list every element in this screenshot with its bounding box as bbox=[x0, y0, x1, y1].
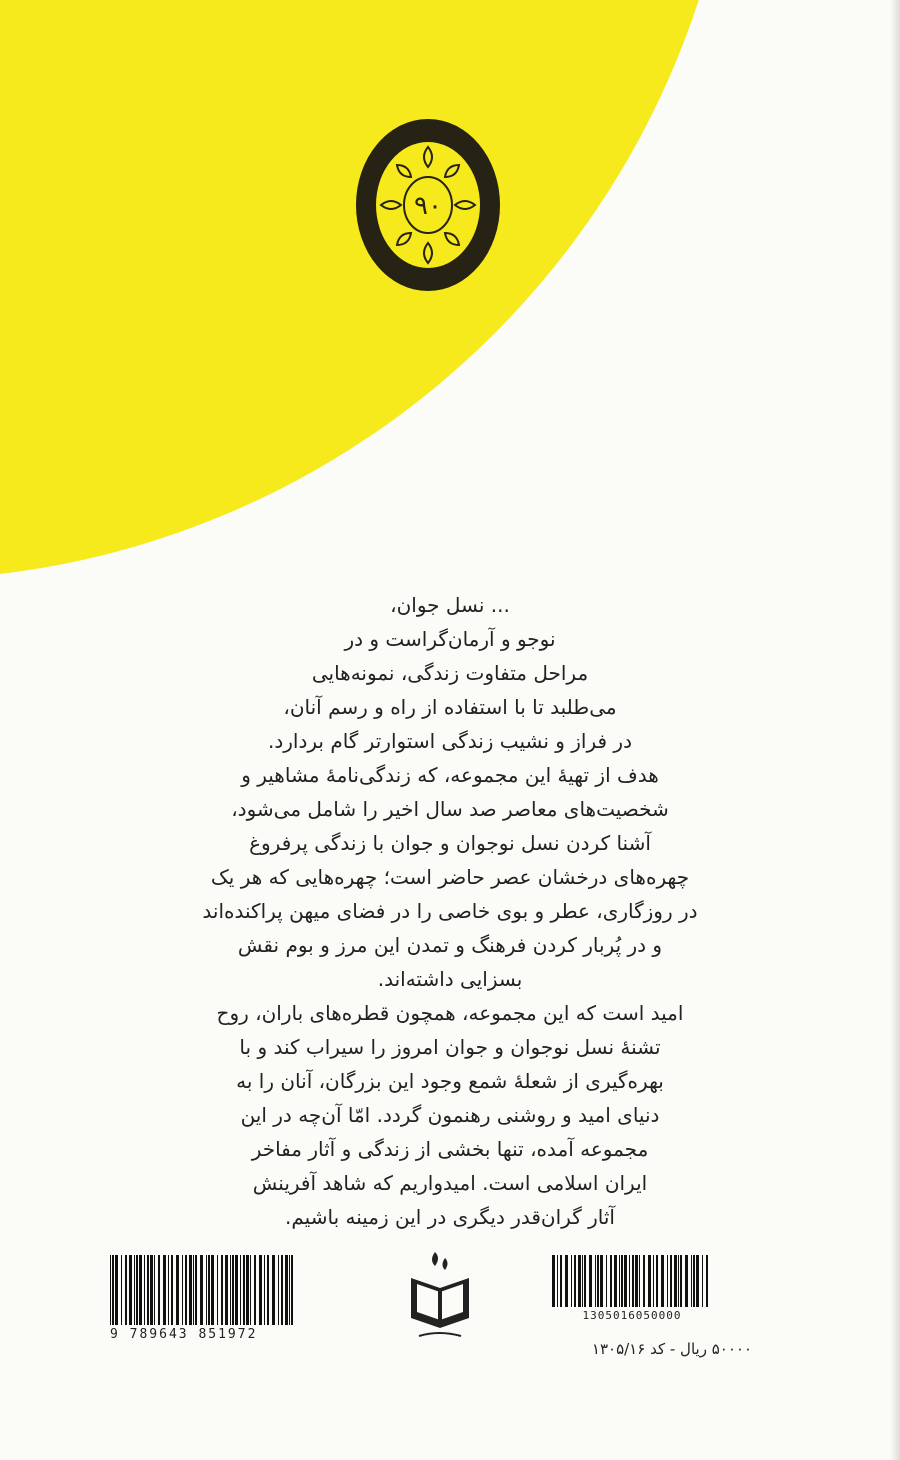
barcode-bar bbox=[552, 1255, 555, 1307]
barcode-bar bbox=[696, 1255, 699, 1307]
barcode-bar bbox=[610, 1255, 612, 1307]
barcode-bar bbox=[182, 1255, 183, 1325]
barcode-bar bbox=[693, 1255, 695, 1307]
blurb-line: تشنهٔ نسل نوجوان و جوان امروز را سیراب کند و با bbox=[239, 1035, 661, 1059]
barcode-bar bbox=[560, 1255, 562, 1307]
barcode-bar bbox=[272, 1255, 275, 1325]
barcode-bar bbox=[171, 1255, 173, 1325]
barcode-bar bbox=[240, 1255, 241, 1325]
barcode-bar bbox=[221, 1255, 223, 1325]
barcode-bar bbox=[211, 1255, 214, 1325]
publisher-award-seal bbox=[47, 104, 503, 295]
barcode-bar bbox=[136, 1255, 138, 1325]
barcode-bar bbox=[691, 1255, 692, 1307]
barcode-bar bbox=[235, 1255, 238, 1325]
barcode-bar bbox=[217, 1255, 218, 1325]
barcode-bar bbox=[557, 1255, 558, 1307]
isbn-number: 9 789643 851972 bbox=[110, 1327, 258, 1342]
blurb-line: آثار گران‌قدر دیگری در این زمینه باشیم. bbox=[285, 1205, 615, 1229]
blurb-line: ... نسل جوان، bbox=[390, 593, 510, 617]
barcode-bar bbox=[584, 1255, 586, 1307]
barcode-bar bbox=[225, 1255, 228, 1325]
barcode-bar bbox=[168, 1255, 169, 1325]
barcode-bar bbox=[254, 1255, 256, 1325]
blurb-text bbox=[150, 588, 750, 1234]
blurb-line: بسزایی داشته‌اند. bbox=[377, 967, 523, 991]
barcode-bar bbox=[110, 1255, 111, 1325]
barcode-bar bbox=[606, 1255, 607, 1307]
barcode-bar bbox=[643, 1255, 645, 1307]
barcode-bar bbox=[597, 1255, 599, 1307]
publisher-logo bbox=[405, 1248, 475, 1348]
barcode-bar bbox=[678, 1255, 679, 1307]
barcode-bar bbox=[595, 1255, 596, 1307]
barcode-bar bbox=[574, 1255, 576, 1307]
barcode-bar bbox=[139, 1255, 142, 1325]
blurb-line: مجموعه آمده، تنها بخشی از زندگی و آثار مفاخر bbox=[251, 1137, 649, 1161]
barcode-bar bbox=[243, 1255, 245, 1325]
barcode-bar bbox=[158, 1255, 160, 1325]
barcode-bar bbox=[176, 1255, 179, 1325]
barcode-bar bbox=[246, 1255, 249, 1325]
blurb-line: چهره‌های درخشان عصر حاضر است؛ چهره‌هایی که هر یک bbox=[210, 865, 690, 889]
barcode-bar bbox=[264, 1255, 265, 1325]
blurb-line: و در پُربار کردن فرهنگ و تمدن این مرز و بوم نقش bbox=[237, 933, 663, 957]
blurb-line: شخصیت‌های معاصر صد سال اخیر را شامل می‌شود، bbox=[231, 797, 669, 821]
blurb-line: امید است که این مجموعه، همچون قطره‌های باران، روح bbox=[216, 1001, 684, 1025]
barcode-bar bbox=[653, 1255, 654, 1307]
blurb-line: می‌طلبد تا با استفاده از راه و رسم آنان، bbox=[283, 695, 617, 719]
barcode-bar bbox=[189, 1255, 192, 1325]
blurb-line: مراحل متفاوت زندگی، نمونه‌هایی bbox=[311, 661, 589, 685]
seal-ring-text: ناشر برگزیده سال‌های ۷۳، ۷۵، ۷۹، ۸۰، ۸۳، ۸۴، ۸۵، ۸۷ و bbox=[47, 104, 353, 119]
barcode-bar bbox=[185, 1255, 187, 1325]
barcode-bar bbox=[121, 1255, 122, 1325]
blurb-line: نوجو و آرمان‌گراست و در bbox=[344, 627, 556, 651]
barcode-bar bbox=[571, 1255, 572, 1307]
publisher-barcode-bars bbox=[552, 1255, 712, 1307]
barcode-bar bbox=[639, 1255, 640, 1307]
barcode-bar bbox=[163, 1255, 166, 1325]
barcode-bar bbox=[680, 1255, 682, 1307]
book-icon bbox=[405, 1248, 475, 1348]
barcode-bar bbox=[259, 1255, 262, 1325]
barcode-bar bbox=[125, 1255, 127, 1325]
barcode-bar bbox=[624, 1255, 627, 1307]
barcode-bar bbox=[600, 1255, 603, 1307]
barcode-bar bbox=[674, 1255, 677, 1307]
barcode-bar bbox=[565, 1255, 568, 1307]
barcode-bar bbox=[250, 1255, 251, 1325]
price-and-code: ۵۰۰۰۰ ریال - کد ۱۳۰۵/۱۶ bbox=[591, 1340, 752, 1358]
barcode-bar bbox=[154, 1255, 155, 1325]
barcode-bar bbox=[632, 1255, 634, 1307]
blurb-line: بهره‌گیری از شعلهٔ شمع وجود این بزرگان، آنان را به bbox=[236, 1069, 664, 1093]
blurb-line: آشنا کردن نسل نوجوان و جوان با زندگی پرفروغ bbox=[249, 831, 651, 855]
barcode-bar bbox=[147, 1255, 149, 1325]
barcode-bar bbox=[193, 1255, 194, 1325]
barcode-bar bbox=[656, 1255, 658, 1307]
page-edge-shadow bbox=[890, 0, 900, 1460]
barcode-bar bbox=[200, 1255, 203, 1325]
publisher-barcode-number: 1305016050000 bbox=[582, 1309, 682, 1322]
barcode-bar bbox=[648, 1255, 651, 1307]
barcode-bar bbox=[267, 1255, 269, 1325]
barcode-bar bbox=[661, 1255, 664, 1307]
barcode-bar bbox=[285, 1255, 288, 1325]
blurb-line: ایران اسلامی است. امیدواریم که شاهد آفرینش bbox=[252, 1171, 648, 1195]
barcode-bar bbox=[614, 1255, 617, 1307]
barcode-bar bbox=[195, 1255, 197, 1325]
barcode-bar bbox=[278, 1255, 279, 1325]
blurb-line: در روزگاری، عطر و بوی خاصی را در فضای میهن پراکنده‌اند bbox=[202, 899, 698, 923]
barcode-bar bbox=[232, 1255, 234, 1325]
blurb-line: هدف از تهیهٔ این مجموعه، که زندگی‌نامهٔ مشاهیر و bbox=[241, 763, 659, 787]
barcode-bar bbox=[670, 1255, 672, 1307]
barcode-bar bbox=[629, 1255, 630, 1307]
barcode-bar bbox=[702, 1255, 703, 1307]
barcode-bar bbox=[112, 1255, 114, 1325]
barcode-bar bbox=[578, 1255, 581, 1307]
barcode-bar bbox=[706, 1255, 708, 1307]
barcode-bar bbox=[129, 1255, 132, 1325]
barcode-bar bbox=[667, 1255, 668, 1307]
barcode-bar bbox=[144, 1255, 145, 1325]
isbn-barcode-bars bbox=[110, 1255, 300, 1325]
barcode-bar bbox=[619, 1255, 620, 1307]
barcode-bar bbox=[291, 1255, 293, 1325]
barcode-bar bbox=[281, 1255, 283, 1325]
barcode-bar bbox=[289, 1255, 290, 1325]
barcode-bar bbox=[635, 1255, 638, 1307]
seal-graphic bbox=[47, 104, 503, 295]
barcode-bar bbox=[621, 1255, 623, 1307]
barcode-bar bbox=[685, 1255, 688, 1307]
barcode-bar bbox=[582, 1255, 583, 1307]
barcode-bar bbox=[134, 1255, 135, 1325]
blurb-line: دنیای امید و روشنی رهنمون گردد. امّا آن‌چه در این bbox=[240, 1103, 660, 1127]
publisher-barcode bbox=[552, 1255, 712, 1325]
seal-number: ۹۰ bbox=[414, 191, 442, 221]
barcode-bar bbox=[589, 1255, 592, 1307]
barcode-bar bbox=[208, 1255, 210, 1325]
barcode-bar bbox=[230, 1255, 231, 1325]
barcode-bar bbox=[150, 1255, 153, 1325]
blurb-line: در فراز و نشیب زندگی استوارتر گام بردارد. bbox=[267, 729, 632, 753]
barcode-bar bbox=[206, 1255, 207, 1325]
isbn-barcode bbox=[110, 1255, 300, 1347]
barcode-bar bbox=[115, 1255, 118, 1325]
